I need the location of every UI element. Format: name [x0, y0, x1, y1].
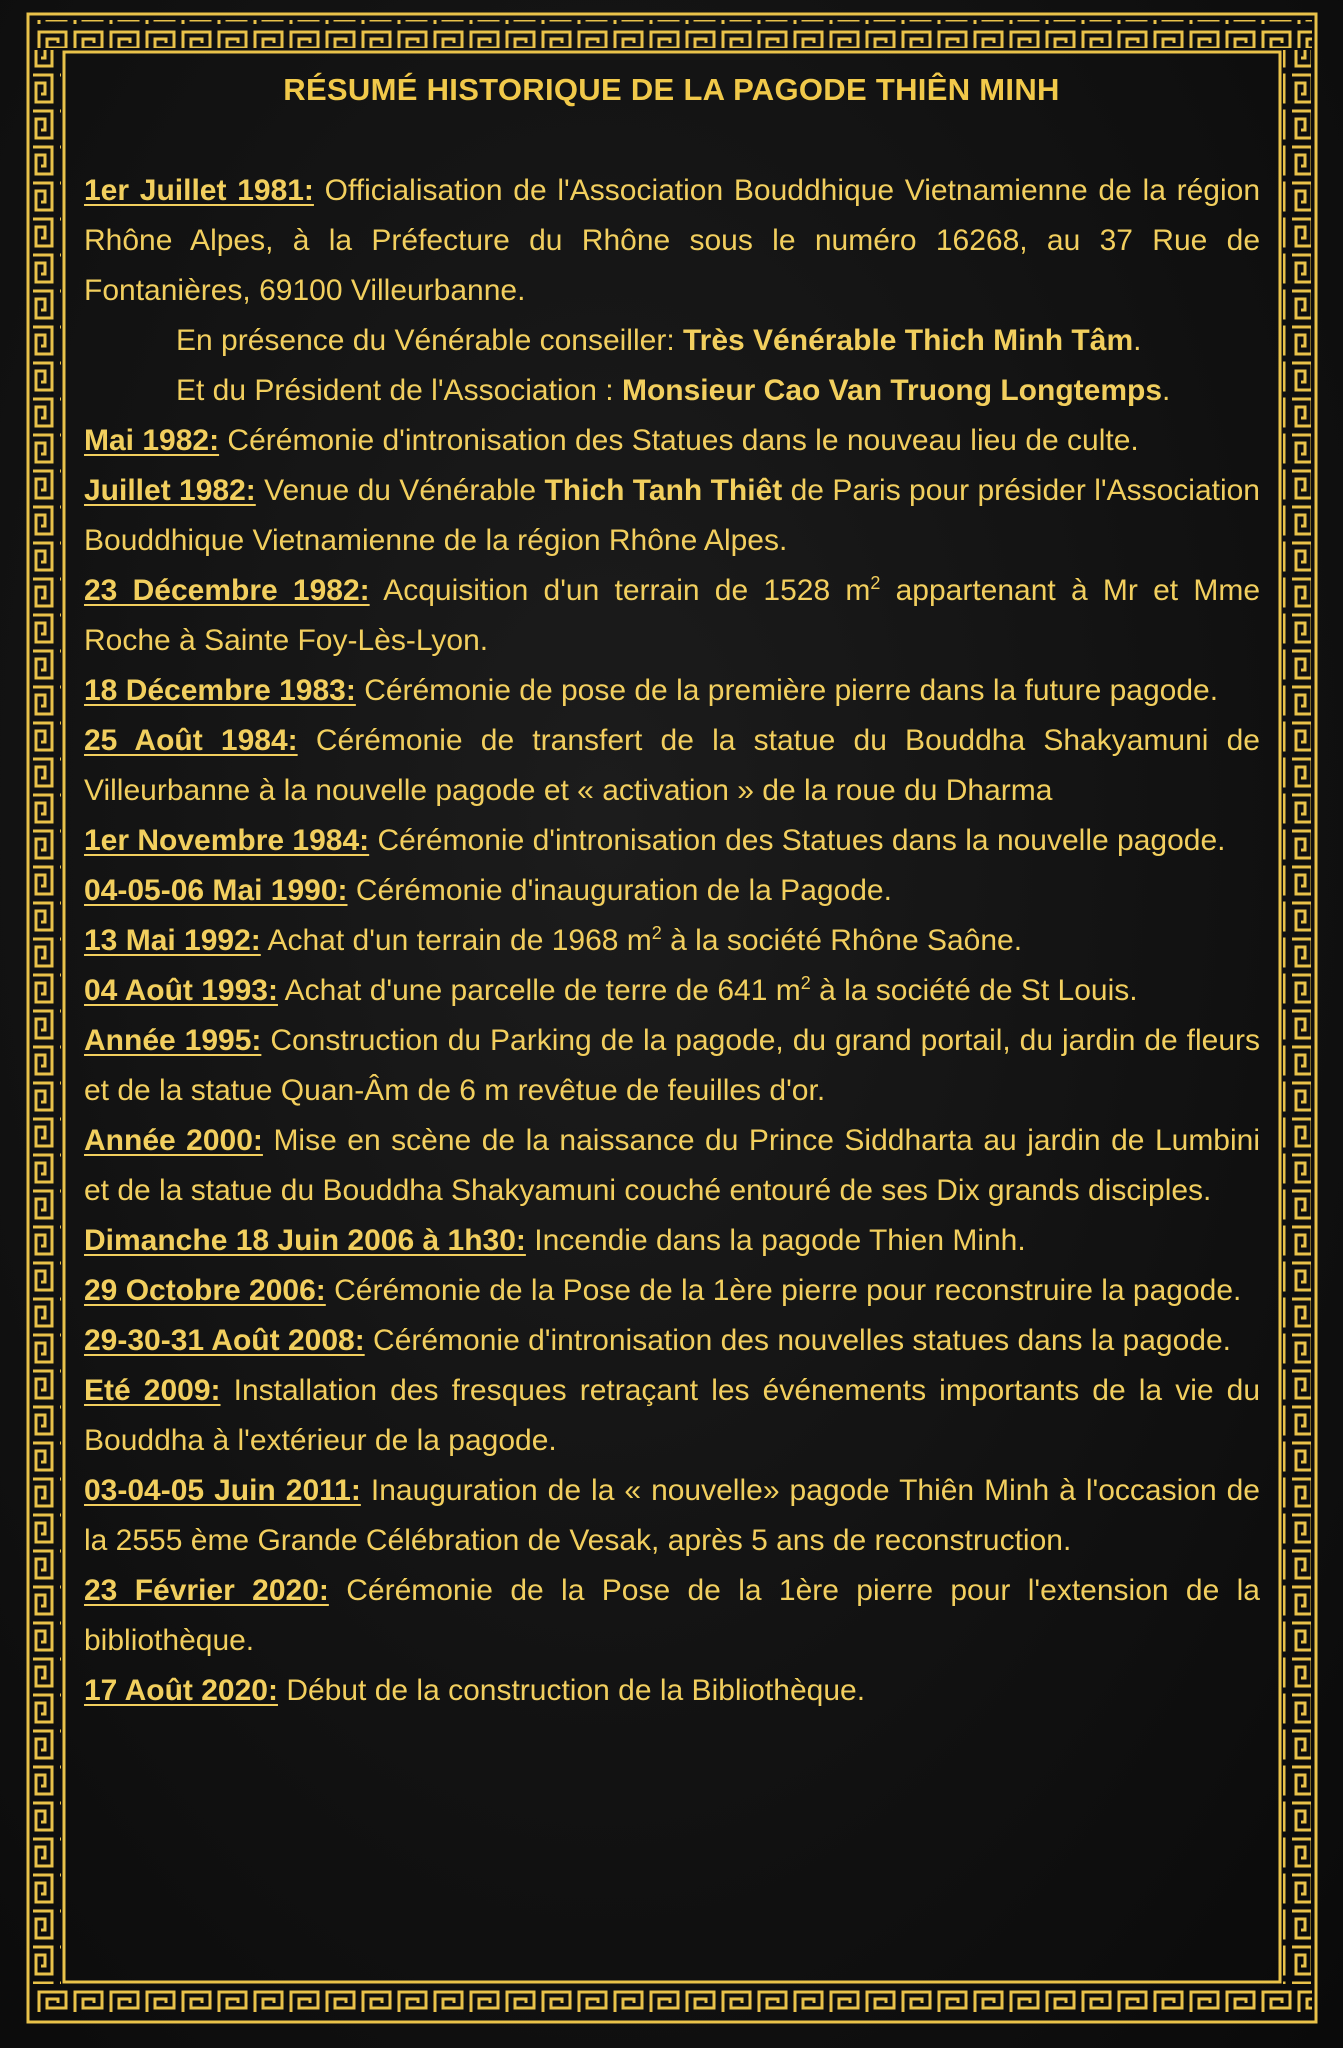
entry-superscript: 2: [870, 573, 881, 593]
timeline-entry: [84, 1216, 1260, 1266]
timeline-entry: [84, 1366, 1260, 1466]
timeline-entry: [84, 1116, 1260, 1216]
entry-text: Incendie dans la pagode Thien Minh.: [534, 1224, 1026, 1257]
timeline-entry: [84, 416, 1260, 466]
entry-date: 23 Décembre 1982:: [84, 574, 370, 607]
entry-text: Cérémonie d'intronisation des Statues dans le nouveau lieu de culte.: [227, 424, 1139, 457]
entry-text: Cérémonie de pose de la première pierre dans la future pagode.: [364, 674, 1219, 707]
timeline-entry-advisor: [84, 316, 1260, 366]
entry-text: Début de la construction de la Bibliothèque.: [286, 1674, 866, 1707]
timeline: [84, 166, 1260, 1716]
entry-date: Année 2000:: [84, 1124, 263, 1157]
entry-text: Cérémonie de transfert de la statue du Bouddha Shakyamuni de Villeurbanne à la nouvelle pagode et « activation » de la roue du Dharma: [84, 724, 1260, 807]
entry-date: 18 Décembre 1983:: [84, 674, 356, 707]
entry-date: 29-30-31 Août 2008:: [84, 1324, 365, 1357]
entry-text-after: appartenant à Mr et Mme Roche à Sainte Foy-Lès-Lyon.: [84, 574, 1261, 657]
timeline-entry: [84, 1316, 1260, 1366]
entry-superscript: 2: [800, 973, 811, 993]
timeline-entry: [84, 566, 1260, 666]
entry-text: Cérémonie de la Pose de la 1ère pierre pour l'extension de la bibliothèque.: [84, 1574, 1260, 1657]
entry-text-before: Acquisition d'un terrain de 1528 m: [383, 574, 871, 607]
entry-date: 13 Mai 1992:: [84, 924, 261, 957]
timeline-entry: [84, 466, 1260, 566]
timeline-entry-president: [84, 366, 1260, 416]
entry-date: 04-05-06 Mai 1990:: [84, 874, 348, 907]
entry-text-before: Achat d'une parcelle de terre de 641 m: [284, 974, 801, 1007]
entry-text: Construction du Parking de la pagode, du grand portail, du jardin de fleurs et de la statue Quan-Âm de 6 m revêtue de feuilles d'or.: [84, 1024, 1261, 1107]
entry-text-after: à la société Rhône Saône.: [670, 924, 1023, 957]
entry-text: Mise en scène de la naissance du Prince Siddharta au jardin de Lumbini et de la statue du Bouddha Shakyamuni couché entouré de ses Dix grands disciples.: [84, 1124, 1261, 1207]
entry-date: 25 Août 1984:: [84, 724, 298, 757]
entry-strong: Monsieur Cao Van Truong Longtemps: [621, 374, 1163, 407]
timeline-entry: [84, 1466, 1260, 1566]
entry-superscript: 2: [651, 923, 662, 943]
entry-date: Année 1995:: [84, 1024, 262, 1057]
entry-text: Officialisation de l'Association Bouddhique Vietnamienne de la région Rhône Alpes, à la Préfecture du Rhône sous le numéro 16268, au 37 Rue de Fontanières, 69100 Villeurbanne.: [84, 174, 1260, 307]
timeline-entry: [84, 916, 1260, 966]
entry-tail: .: [1162, 374, 1171, 407]
timeline-entry: [84, 866, 1260, 916]
entry-date: 17 Août 2020:: [84, 1674, 278, 1707]
entry-date: 1er Juillet 1981:: [84, 174, 314, 207]
entry-text: Inauguration de la « nouvelle» pagode Thiên Minh à l'occasion de la 2555 ème Grande Célébration de Vesak, après 5 ans de reconstruction.: [84, 1474, 1260, 1557]
entry-text: Cérémonie d'intronisation des nouvelles statues dans la pagode.: [373, 1324, 1231, 1357]
timeline-entry: [84, 816, 1260, 866]
timeline-entry: [84, 666, 1260, 716]
entry-date: 1er Novembre 1984:: [84, 824, 370, 857]
entry-date: Mai 1982:: [84, 424, 220, 457]
entry-text-after: à la société de St Louis.: [819, 974, 1138, 1007]
entry-text-after: de Paris pour présider l'Association Bouddhique Vietnamienne de la région Rhône Alpes.: [84, 474, 1260, 557]
entry-date: 04 Août 1993:: [84, 974, 278, 1007]
entry-text: Cérémonie de la Pose de la 1ère pierre pour reconstruire la pagode.: [334, 1274, 1242, 1307]
timeline-entry: [84, 1266, 1260, 1316]
timeline-entry: [84, 1566, 1260, 1666]
entry-text-before: Achat d'un terrain de 1968 m: [267, 924, 652, 957]
entry-date: Dimanche 18 Juin 2006 à 1h30:: [84, 1224, 526, 1257]
entry-strong: Thich Tanh Thiêt: [544, 474, 783, 507]
entry-strong: Très Vénérable Thich Minh Tâm: [683, 324, 1134, 357]
entry-date: Eté 2009:: [84, 1374, 221, 1407]
timeline-entry: [84, 1016, 1260, 1116]
entry-text-before: Venue du Vénérable: [264, 474, 537, 507]
entry-date: Juillet 1982:: [84, 474, 256, 507]
timeline-entry: [84, 966, 1260, 1016]
entry-tail: .: [1133, 324, 1142, 357]
plaque-title: RÉSUMÉ HISTORIQUE DE LA PAGODE THIÊN MINH: [283, 72, 1060, 107]
timeline-entry: [84, 716, 1260, 816]
entry-lead: En présence du Vénérable conseiller:: [176, 324, 675, 357]
timeline-entry: [84, 1666, 1260, 1716]
entry-lead: Et du Président de l'Association :: [176, 374, 614, 407]
timeline-entry: [84, 166, 1260, 316]
entry-date: 03-04-05 Juin 2011:: [84, 1474, 361, 1507]
entry-text: Cérémonie d'intronisation des Statues dans la nouvelle pagode.: [377, 824, 1226, 857]
entry-date: 23 Février 2020:: [84, 1574, 329, 1607]
entry-date: 29 Octobre 2006:: [84, 1274, 326, 1307]
entry-text: Installation des fresques retraçant les événements importants de la vie du Bouddha à l'extérieur de la pagode.: [84, 1374, 1261, 1457]
entry-text: Cérémonie d'inauguration de la Pagode.: [355, 874, 892, 907]
